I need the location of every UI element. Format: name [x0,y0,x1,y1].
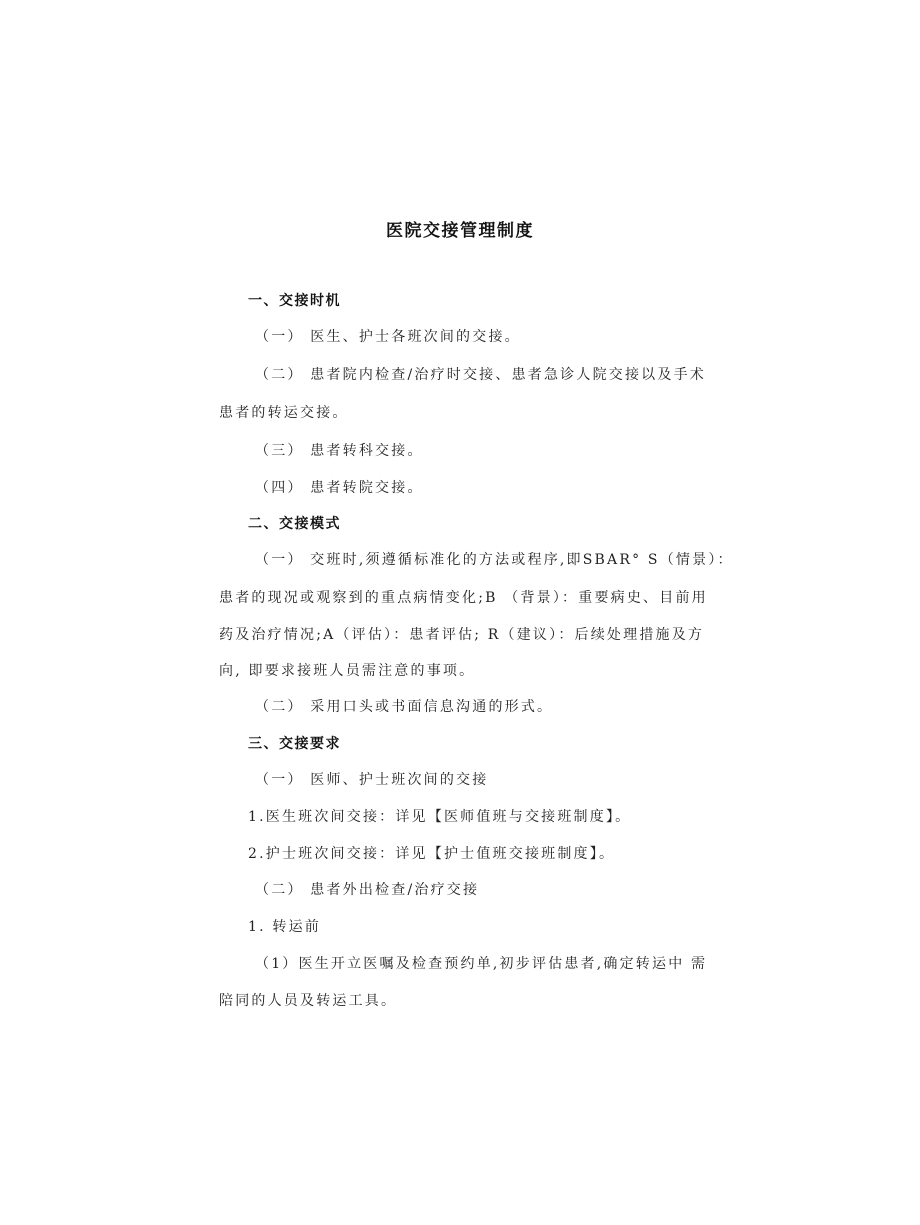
paragraph: （二） 患者院内检查/治疗时交接、患者急诊人院交接以及手术 [255,367,706,383]
paragraph: （一） 交班时,须遵循标准化的方法或程序,即SBAR° S（情景）： [255,552,734,568]
paragraph-continuation: 患者的转运交接。 [219,405,349,421]
paragraph: （一） 医师、护士班次间的交接 [255,772,489,788]
paragraph: （一） 医生、护士各班次间的交接。 [255,329,521,345]
paragraph: （1）医生开立医嘱及检查预约单,初步评估患者,确定转运中 需 [255,956,708,972]
paragraph: （三） 患者转科交接。 [255,443,424,459]
paragraph-continuation: 向, 即要求接班人员需注意的事项。 [219,663,476,679]
paragraph: （四） 患者转院交接。 [255,480,424,496]
paragraph-continuation: 患者的现况或观察到的重点病情变化;B （背景）：重要病史、目前用 [219,590,708,606]
section-heading-2: 二、交接模式 [248,516,341,532]
section-heading-3: 三、交接要求 [248,736,341,752]
numbered-item: 2.护士班次间交接：详见【护士值班交接班制度】。 [248,846,616,862]
paragraph-continuation: 陪同的人员及转运工具。 [219,993,398,1009]
numbered-item: 1. 转运前 [248,919,322,935]
document-title: 医院交接管理制度 [386,221,534,241]
section-heading-1: 一、交接时机 [248,293,341,309]
paragraph: （二） 采用口头或书面信息沟通的形式。 [255,699,554,715]
numbered-item: 1.医生班次间交接：详见【医师值班与交接班制度】。 [248,809,632,825]
paragraph: （二） 患者外出检查/治疗交接 [255,882,480,898]
paragraph-continuation: 药及治疗情况;A（评估）：患者评估; R（建议）：后续处理措施及方 [219,627,705,643]
